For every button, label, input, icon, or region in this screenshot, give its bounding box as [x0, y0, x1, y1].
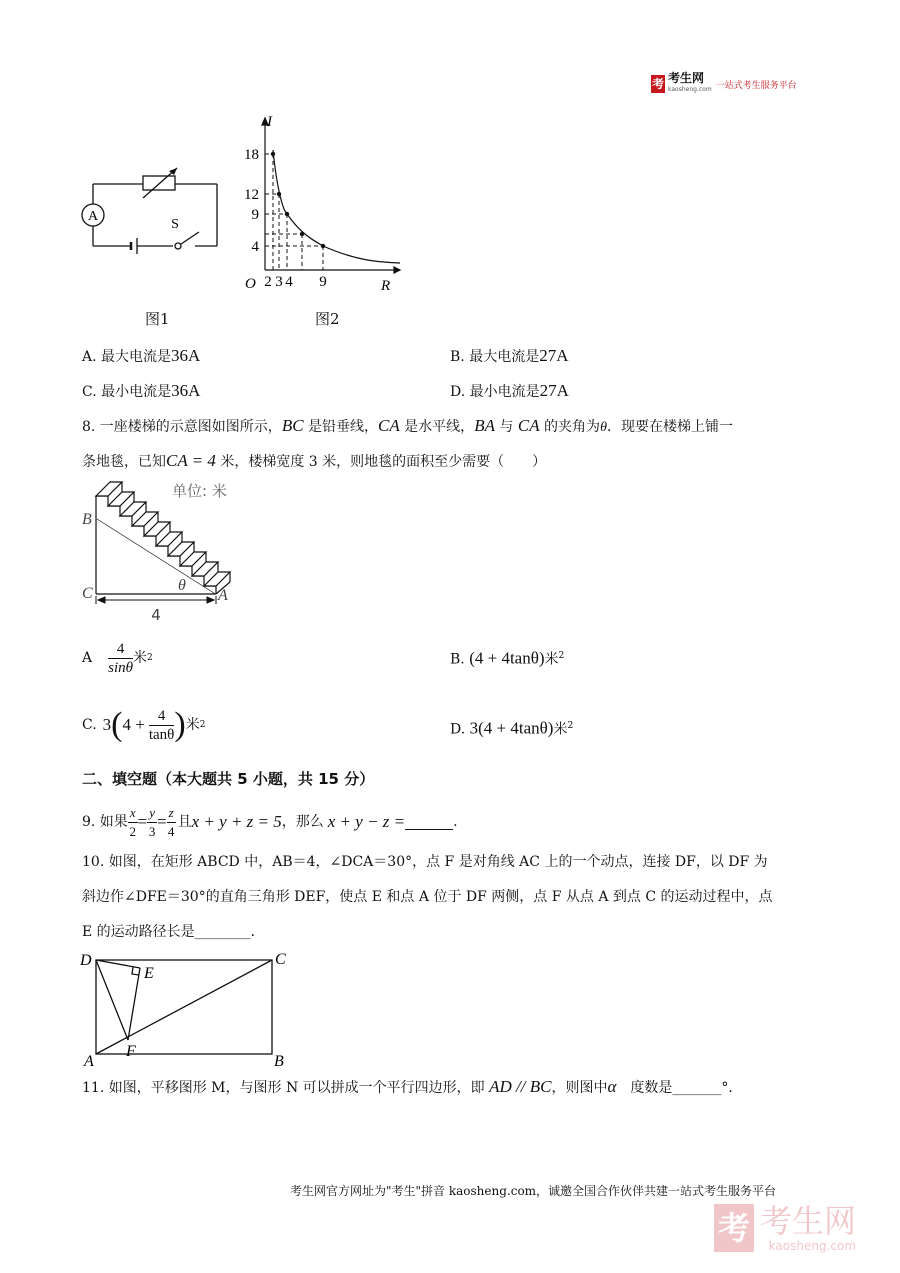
x-axis-label: R	[381, 278, 391, 294]
watermark-cn: 考生网	[760, 1202, 857, 1240]
rectangle-diagram	[78, 948, 298, 1070]
ir-graph	[225, 110, 410, 295]
q8-line2: 条地毯，已知CA = 4 米，楼梯宽度 3 米，则地毯的面积至少需要（ ）	[82, 451, 547, 470]
y-tick: 4	[251, 239, 259, 255]
q7-option-b[interactable]: B. 最大电流是27A	[450, 346, 569, 365]
point-f-label: F	[126, 1043, 136, 1060]
logo-mark: 考	[651, 77, 664, 91]
q11-line: 11. 如图，平移图形 M，与图形 N 可以拼成一个平行四边形，即 AD // BC，则图中α 度数是_______°．	[82, 1077, 743, 1096]
brand-en: kaosheng.com	[668, 86, 712, 93]
q7-option-c[interactable]: C. 最小电流是36A	[82, 381, 201, 400]
point-b-label: B	[274, 1053, 284, 1070]
x-tick: 4	[285, 274, 293, 290]
y-tick: 18	[244, 147, 259, 163]
q10-line1: 10. 如图，在矩形 ABCD 中，AB＝4，∠DCA＝30°，点 F 是对角线 AC 上的一个动点，连接 DF，以 DF 为	[82, 854, 768, 870]
q8-option-c[interactable]: C. 3 ( 4 + $\frac{4}{\tan\theta}$ ) 米 2	[82, 706, 206, 743]
point-b-label: B	[82, 511, 92, 528]
q8-option-a[interactable]: A $\frac{4}{\sin\theta}$ 米 2	[82, 640, 153, 676]
q7-option-d[interactable]: D. 最小电流是27A	[450, 381, 569, 400]
point-e-label: E	[144, 965, 154, 982]
x-tick: 9	[319, 274, 327, 290]
q8-option-b[interactable]: B. (4 + 4tanθ)米$^2$	[450, 648, 565, 668]
q10-line2: 斜边作∠DFE＝30°的直角三角形 DEF，使点 E 和点 A 位于 DF 两侧，点 F 从点 A 到点 C 的运动过程中，点	[82, 889, 773, 905]
stair-diagram	[78, 476, 258, 626]
footer-watermark	[714, 1203, 856, 1253]
logo-brand	[668, 73, 712, 95]
watermark-en: kaosheng.com	[768, 1239, 857, 1253]
point-c-label: C	[82, 585, 93, 602]
footer-text: 考生网官方网址为"考生"拼音 kaosheng.com，诚邀全国合作伙伴共建一站式考生服务平台	[290, 1184, 777, 1198]
length-label: 4	[151, 606, 161, 624]
angle-theta-label: θ	[178, 577, 186, 594]
fig1-caption: 图1	[145, 310, 170, 328]
brand-cn: 考生网	[668, 71, 705, 85]
q8-option-d[interactable]: D. 3(4 + 4tanθ)米$^2$	[450, 718, 574, 738]
q10-line3: E 的运动路径长是________．	[82, 924, 265, 940]
unit-label: 单位: 米	[172, 482, 227, 500]
x-tick: 3	[275, 274, 283, 290]
y-axis-label: I	[267, 114, 272, 130]
switch-label: S	[171, 217, 179, 232]
q7-option-a[interactable]: A. 最大电流是36A	[82, 346, 201, 365]
logo-slogan: 一站式考生服务平台	[715, 80, 797, 91]
q9-answer-blank[interactable]	[405, 815, 453, 830]
section-title: 二、填空题（本大题共 5 小题，共 15 分）	[82, 770, 375, 788]
circuit-diagram	[75, 160, 225, 260]
watermark-logo-icon: 考	[714, 1204, 754, 1252]
fig2-caption: 图2	[315, 310, 340, 328]
y-tick: 12	[244, 187, 259, 203]
q8-line1: 8. 一座楼梯的示意图如图所示，BC 是铅垂线，CA 是水平线，BA 与 CA 的夹角为θ．现要在楼梯上铺一	[82, 416, 733, 435]
origin-label: O	[245, 276, 256, 292]
x-tick: 2	[264, 274, 272, 290]
point-d-label: D	[80, 952, 92, 969]
header-logo	[651, 73, 797, 95]
point-a-label: A	[218, 587, 228, 604]
ammeter-label: A	[87, 209, 99, 224]
point-c-label: C	[275, 951, 286, 968]
q9-line: 9. 如果 $\frac{x}{2}$ = $\frac{y}{3}$ = $\frac{z}{4}$ 且 x + y + z = 5 ，那么 x + y − z = .	[82, 804, 458, 839]
y-tick: 9	[251, 207, 259, 223]
point-a-label: A	[84, 1053, 94, 1070]
